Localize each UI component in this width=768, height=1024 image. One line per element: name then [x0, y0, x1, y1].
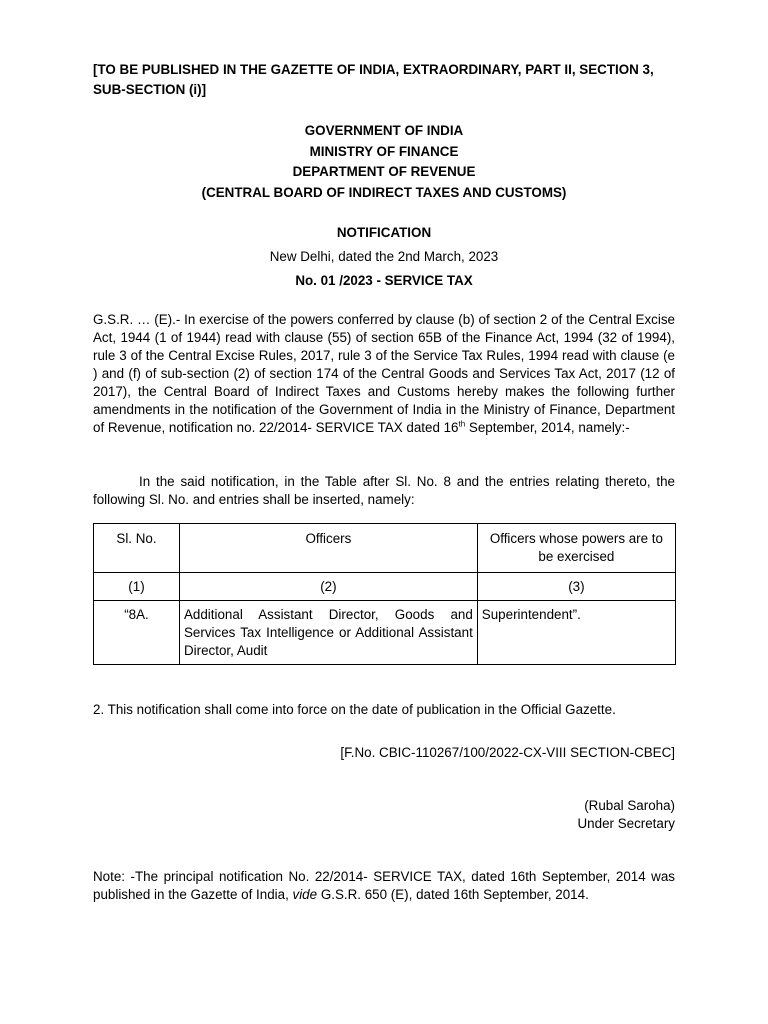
table-header-cell: Officers whose powers are to be exercised [477, 524, 675, 573]
preamble-superscript: th [458, 419, 466, 429]
file-number: [F.No. CBIC-110267/100/2022-CX-VIII SECTION-CBEC] [340, 745, 675, 760]
issuing-authority-block [93, 121, 675, 203]
gazette-publication-line: [TO BE PUBLISHED IN THE GAZETTE OF INDIA, EXTRAORDINARY, PART II, SECTION 3, SUB-SECTION (i)] [93, 62, 654, 97]
notification-title: NOTIFICATION [336, 225, 432, 240]
note-paragraph [93, 868, 675, 904]
table-cell: (3) [477, 573, 675, 601]
signature-block [93, 797, 675, 833]
table-cell: Superintendent”. [477, 601, 675, 665]
table-cell: Additional Assistant Director, Goods and Services Tax Intelligence or Additional Assistant Director, Audit [179, 601, 477, 665]
ministry-heading: MINISTRY OF FINANCE [309, 143, 459, 159]
note-tail: G.S.R. 650 (E), dated 16th September, 2014. [317, 887, 589, 902]
table-number-row [94, 573, 676, 601]
preamble-tail: September, 2014, namely:- [465, 420, 630, 435]
table-cell: “8A. [94, 601, 180, 665]
signatory-designation: Under Secretary [577, 816, 675, 831]
table-header-cell: Officers [179, 524, 477, 573]
preamble-paragraph [93, 311, 675, 437]
table-cell: (2) [179, 573, 477, 601]
notification-document [93, 60, 675, 904]
preamble-text: G.S.R. … (E).- In exercise of the powers conferred by clause (b) of section 2 of the Central Excise Act, 1944 (1 of 1944) read with clause (55) of section 65B of the Finance Act, 1994 (32 of 1994), rule 3 of the Central Excise Rules, 2017, rule 3 of the Service Tax Rules, 1994 read with clause (e ) and (f) of sub-section (2) of section 174 of the Central Goods and Services Tax Act, 2017 (12 of 2017), the Central Board of Indirect Taxes and Customs hereby makes the following further amendments in the notification of the Government of India in the Ministry of Finance, Department of Revenue, notification no. 22/2014- SERVICE TAX dated 16 [93, 312, 675, 435]
commencement-paragraph: 2. This notification shall come into force on the date of publication in the Official Gazette. [93, 702, 616, 717]
government-heading: GOVERNMENT OF INDIA [304, 123, 464, 138]
table-header-row [94, 524, 676, 573]
note-italic-text: vide [292, 887, 318, 902]
amendment-paragraph: In the said notification, in the Table after Sl. No. 8 and the entries relating thereto, the following Sl. No. and entries shall be inserted, namely: [93, 474, 675, 507]
notification-date: New Delhi, dated the 2nd March, 2023 [269, 249, 499, 264]
note-text: Note: -The principal notification No. 22/2014- SERVICE TAX, dated 16th September, 2014 was published in the Gazette of India, [93, 869, 675, 902]
board-heading: (CENTRAL BOARD OF INDIRECT TAXES AND CUSTOMS) [201, 184, 567, 200]
department-heading: DEPARTMENT OF REVENUE [292, 164, 476, 179]
signatory-name: (Rubal Saroha) [584, 798, 675, 813]
table-header-cell: Sl. No. [94, 524, 180, 573]
notification-number: No. 01 /2023 - SERVICE TAX [295, 273, 473, 288]
table-cell: (1) [94, 573, 180, 601]
table-row [94, 601, 676, 665]
amendment-table [93, 523, 676, 665]
